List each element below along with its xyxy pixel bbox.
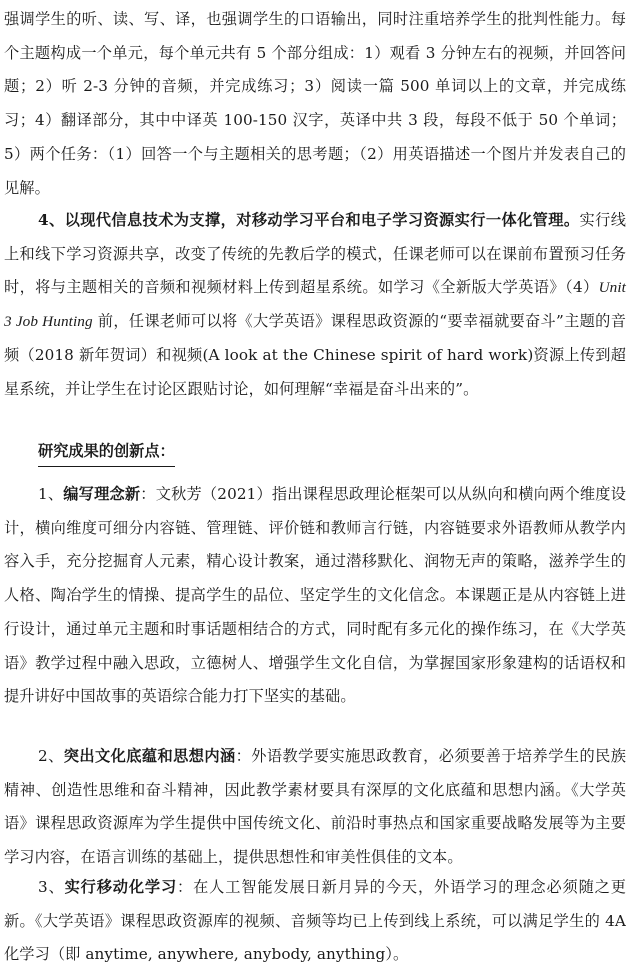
innovation-3-paragraph — [4, 871, 626, 972]
item-4-text-a: 实行线上和线下学习资源共享，改变了传统的先教后学的模式，任课老师可以在课前布置预习任务时，将与主题相关的音频和视频材料上传到超星系统。如学习《全新版大学英语》（4） — [4, 211, 626, 297]
innovation-3-text: ：在人工智能发展日新月异的今天，外语学习的理念必须随之更新。《大学英语》课程思政资源库的视频、音频等均已上传到线上系统，可以满足学生的 4A 化学习（即 anytime, anywhere, anybody, anything）。 — [4, 878, 626, 964]
innovation-1-number: 1、 — [38, 485, 64, 503]
innovation-1-text: ：文秋芳（2021）指出课程思政理论框架可以从纵向和横向两个维度设计，横向维度可细分内容链、管理链、评价链和教师言行链，内容链要求外语教师从教学内容入手，充分挖掘育人元素，精心设计教案，通过潜移默化、润物无声的策略，滋养学生的人格、陶冶学生的情操、提高学生的品位、坚定学生的文化信念。本课题正是从内容链上进行设计，通过单元主题和时事话题相结合的方式，同时配有多元化的操作练习，在《大学英语》教学过程中融入思政，立德树人、增强学生文化自信，为掌握国家形象建构的话语权和提升讲好中国故事的英语综合能力打下坚实的基础。 — [4, 485, 626, 706]
item-4-paragraph — [4, 204, 626, 406]
item-4-unit-title: Unit 3 Job Hunting — [4, 279, 626, 331]
item-4-text-b: 前，任课老师可以将《大学英语》课程思政资源的“要幸福就要奋斗”主题的音频（2018 新年贺词）和视频(A look at the Chinese spirit of hard work)资源上传到超星系统，并让学生在讨论区跟贴讨论，如何理解“幸福是奋斗出来的”。 — [4, 312, 626, 398]
innovation-2-paragraph — [4, 740, 626, 875]
item-4-title: 以现代信息技术为支撑，对移动学习平台和电子学习资源实行一体化管理。 — [64, 211, 580, 229]
innovation-3-title: 实行移动化学习 — [64, 878, 178, 896]
intro-text: 强调学生的听、读、写、译，也强调学生的口语输出，同时注重培养学生的批判性能力。每个主题构成一个单元，每个单元共有 5 个部分组成：1）观看 3 分钟左右的视频，并回答问题；2）听 2-3 分钟的音频，并完成练习；3）阅读一篇 500 单词以上的文章，并完成练习；4）翻译部分，其中中译英 100-150 汉字，英译中共 3 段，每段不低于 50 个单词；5）两个任务：（1）回答一个与主题相关的思考题；（2）用英语描述一个图片并发表自己的见解。 — [4, 10, 626, 197]
section-heading — [38, 436, 175, 467]
innovation-3-number: 3、 — [38, 878, 65, 896]
innovation-2-text: ：外语教学要实施思政教育，必须要善于培养学生的民族精神、创造性思维和奋斗精神，因此教学素材要具有深厚的文化底蕴和思想内涵。《大学英语》课程思政资源库为学生提供中国传统文化、前沿时事热点和国家重要战略发展等为主要学习内容，在语言训练的基础上，提供思想性和审美性俱佳的文本。 — [4, 747, 626, 867]
innovation-1-paragraph — [4, 478, 626, 714]
section-heading-text: 研究成果的创新点： — [38, 442, 175, 460]
innovation-2-number: 2、 — [38, 747, 64, 765]
item-4-number: 4、 — [38, 211, 65, 229]
innovation-2-title: 突出文化底蕴和思想内涵 — [63, 747, 236, 765]
intro-paragraph — [4, 3, 626, 205]
innovation-1-title: 编写理念新 — [63, 485, 141, 503]
